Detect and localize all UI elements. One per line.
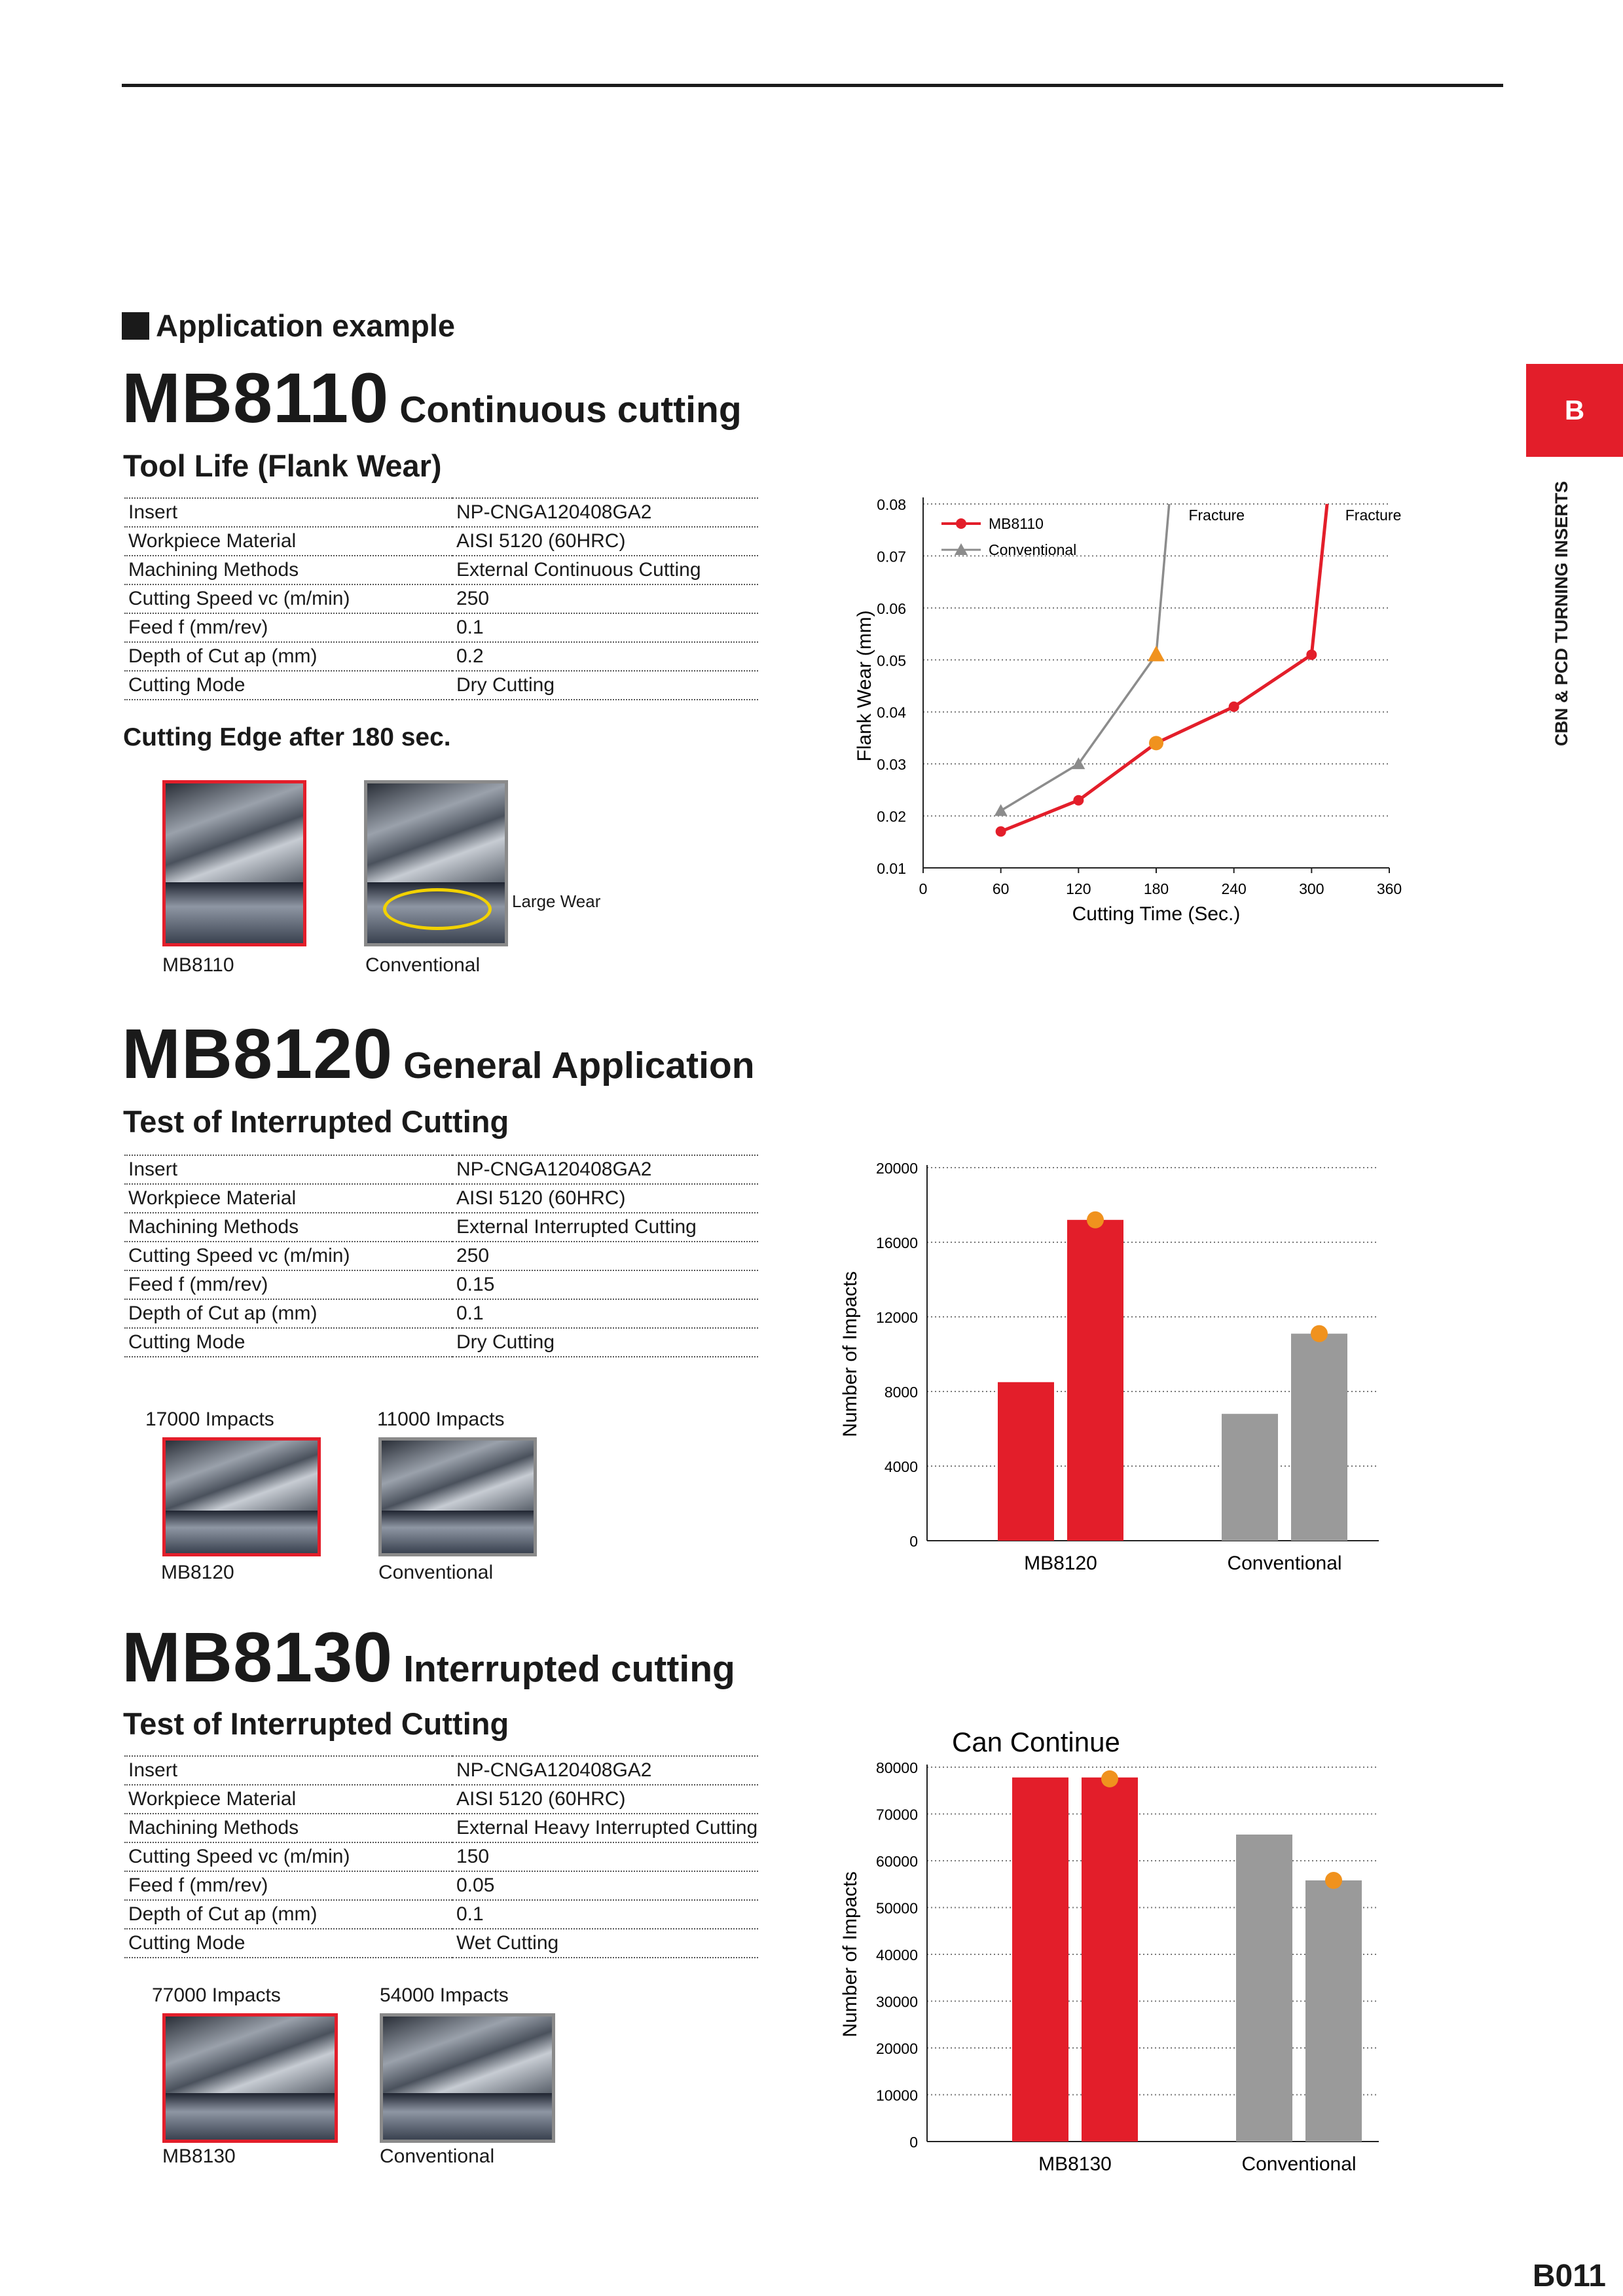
model-heading-mb8130 [122, 1617, 735, 1696]
y-tick-label: 60000 [876, 1853, 918, 1870]
x-tick-label: 60 [992, 880, 1010, 897]
data-point [994, 804, 1008, 816]
test-title: Test of Interrupted Cutting [123, 1706, 509, 1741]
bar [1305, 1880, 1362, 2142]
spec-value: Wet Cutting [452, 1929, 758, 1958]
model-name: MB8120 [122, 1014, 393, 1093]
application-example-heading [122, 308, 455, 344]
table-row [124, 1900, 758, 1929]
model-subtitle: General Application [403, 1045, 755, 1086]
y-tick-label: 0.06 [877, 600, 906, 617]
y-axis-label: Flank Wear (mm) [854, 610, 875, 762]
spec-key: Cutting Mode [124, 1328, 452, 1357]
spec-key: Feed f (mm/rev) [124, 613, 452, 642]
x-tick-label: 300 [1299, 880, 1324, 897]
photo-label-conventional: Conventional [365, 954, 481, 976]
photo-label-mb8120: MB8120 [161, 1562, 234, 1583]
table-row [124, 613, 758, 642]
x-tick-label: 0 [919, 880, 928, 897]
test-title: Test of Interrupted Cutting [123, 1104, 509, 1139]
y-axis-label: Number of Impacts [839, 1871, 861, 2037]
x-tick-label: 360 [1376, 880, 1402, 897]
legend-label: Conventional [989, 541, 1077, 558]
y-tick-label: 20000 [876, 1160, 918, 1177]
table-row [124, 1785, 758, 1814]
impact-label-conventional: 11000 Impacts [377, 1408, 505, 1430]
spec-value: 0.05 [452, 1871, 758, 1900]
spec-key: Feed f (mm/rev) [124, 1270, 452, 1299]
spec-value: NP-CNGA120408GA2 [452, 498, 758, 527]
table-row [124, 642, 758, 671]
legend-marker [956, 518, 966, 529]
spec-key: Workpiece Material [124, 1184, 452, 1213]
spec-table-mb8130 [124, 1755, 758, 1958]
table-row [124, 498, 758, 527]
y-tick-label: 10000 [876, 2087, 918, 2104]
table-row [124, 1299, 758, 1328]
data-point [996, 826, 1006, 836]
flank-wear-line-chart [851, 484, 1427, 956]
impact-label-mb8130: 77000 Impacts [152, 1984, 281, 2006]
photo-label-mb8130: MB8130 [162, 2145, 236, 2167]
x-tick-label: 120 [1066, 880, 1091, 897]
photo-caption-title: Cutting Edge after 180 sec. [123, 723, 451, 751]
photo-label-mb8110: MB8110 [162, 954, 234, 976]
spec-key: Feed f (mm/rev) [124, 1871, 452, 1900]
y-tick-label: 80000 [876, 1759, 918, 1776]
legend-label: MB8110 [989, 515, 1044, 532]
spec-key: Insert [124, 1155, 452, 1184]
highlight-marker [1149, 736, 1163, 750]
spec-value: 0.1 [452, 613, 758, 642]
impacts-bar-chart-mb8120 [838, 1152, 1414, 1584]
model-heading-mb8120 [122, 1014, 755, 1093]
fracture-annotation: Fracture [1188, 506, 1245, 524]
data-point [1229, 702, 1239, 712]
impact-label-conventional: 54000 Impacts [380, 1984, 509, 2006]
table-row [124, 1814, 758, 1842]
x-category-label: Conventional [1241, 2153, 1357, 2175]
y-tick-label: 0.01 [877, 860, 906, 877]
model-name: MB8110 [122, 358, 390, 437]
y-tick-label: 50000 [876, 1899, 918, 1917]
bar [1222, 1414, 1278, 1541]
y-tick-label: 0.05 [877, 652, 906, 670]
spec-value: 0.15 [452, 1270, 758, 1299]
y-tick-label: 0.08 [877, 496, 906, 513]
result-marker [1311, 1325, 1328, 1342]
y-tick-label: 0.03 [877, 756, 906, 774]
spec-key: Depth of Cut ap (mm) [124, 1900, 452, 1929]
model-subtitle: Interrupted cutting [403, 1648, 735, 1690]
cutting-edge-photo-conventional [364, 780, 508, 946]
spec-value: 150 [452, 1842, 758, 1871]
spec-key: Machining Methods [124, 1213, 452, 1242]
insert-photo-conventional [378, 1437, 537, 1556]
y-tick-label: 40000 [876, 1946, 918, 1964]
table-row [124, 1270, 758, 1299]
model-name: MB8130 [122, 1617, 393, 1696]
table-row [124, 671, 758, 700]
data-point [1306, 649, 1317, 660]
table-row [124, 584, 758, 613]
spec-value: 250 [452, 1242, 758, 1270]
table-row [124, 1871, 758, 1900]
spec-table-mb8110 [124, 497, 758, 700]
table-row [124, 1842, 758, 1871]
spec-key: Cutting Speed vc (m/min) [124, 1842, 452, 1871]
spec-value: 0.2 [452, 642, 758, 671]
x-tick-label: 240 [1221, 880, 1247, 897]
spec-key: Cutting Speed vc (m/min) [124, 1242, 452, 1270]
page-number: B011 [1532, 2259, 1606, 2293]
table-row [124, 1184, 758, 1213]
bar [998, 1382, 1054, 1541]
x-axis-label: Cutting Time (Sec.) [1072, 903, 1241, 925]
y-tick-label: 20000 [876, 2040, 918, 2057]
fracture-annotation: Fracture [1345, 506, 1402, 524]
large-wear-note: Large Wear [512, 891, 601, 911]
x-category-label: Conventional [1227, 1552, 1342, 1574]
photo-label-conventional: Conventional [380, 2145, 495, 2167]
y-tick-label: 0.02 [877, 808, 906, 825]
photo-label-conventional: Conventional [378, 1562, 494, 1583]
table-row [124, 1213, 758, 1242]
spec-value: AISI 5120 (60HRC) [452, 527, 758, 556]
spec-value: 250 [452, 584, 758, 613]
can-continue-annotation: Can Continue [952, 1728, 1120, 1757]
table-row [124, 1929, 758, 1958]
spec-value: External Heavy Interrupted Cutting [452, 1814, 758, 1842]
bar [1082, 1778, 1138, 2142]
model-heading-mb8110 [122, 358, 742, 437]
model-subtitle: Continuous cutting [399, 389, 742, 431]
insert-photo-mb8120 [162, 1437, 321, 1556]
table-row [124, 1242, 758, 1270]
cutting-edge-photo-mb8110 [162, 780, 306, 946]
y-tick-label: 16000 [876, 1234, 918, 1251]
result-marker [1101, 1770, 1118, 1787]
bar [1236, 1835, 1292, 2142]
y-tick-label: 12000 [876, 1309, 918, 1326]
x-category-label: MB8120 [1024, 1552, 1097, 1574]
insert-photo-mb8130 [162, 2013, 338, 2143]
y-tick-label: 0 [909, 1533, 918, 1550]
highlight-marker [1148, 645, 1165, 661]
spec-value: AISI 5120 (60HRC) [452, 1184, 758, 1213]
y-tick-label: 30000 [876, 1993, 918, 2011]
y-tick-label: 0.07 [877, 548, 906, 565]
y-tick-label: 8000 [884, 1384, 918, 1401]
spec-key: Workpiece Material [124, 1785, 452, 1814]
section-tab: B [1526, 364, 1623, 457]
spec-key: Depth of Cut ap (mm) [124, 642, 452, 671]
spec-value: External Continuous Cutting [452, 556, 758, 584]
spec-value: NP-CNGA120408GA2 [452, 1155, 758, 1184]
table-row [124, 527, 758, 556]
table-row [124, 1756, 758, 1785]
y-tick-label: 70000 [876, 1806, 918, 1823]
insert-photo-conventional [380, 2013, 555, 2143]
section-label: CBN & PCD TURNING INSERTS [1552, 480, 1571, 746]
test-title: Tool Life (Flank Wear) [123, 448, 442, 483]
spec-value: AISI 5120 (60HRC) [452, 1785, 758, 1814]
bar [1067, 1220, 1123, 1541]
spec-value: 0.1 [452, 1900, 758, 1929]
table-row [124, 1155, 758, 1184]
spec-key: Insert [124, 498, 452, 527]
x-category-label: MB8130 [1038, 2153, 1112, 2175]
table-row [124, 556, 758, 584]
spec-key: Depth of Cut ap (mm) [124, 1299, 452, 1328]
spec-value: 0.1 [452, 1299, 758, 1328]
spec-value: External Interrupted Cutting [452, 1213, 758, 1242]
table-row [124, 1328, 758, 1357]
spec-key: Insert [124, 1756, 452, 1785]
wear-highlight-ellipse [383, 888, 492, 930]
bar [1291, 1334, 1347, 1541]
y-axis-label: Number of Impacts [839, 1271, 861, 1437]
y-tick-label: 0 [909, 2134, 918, 2151]
y-tick-label: 0.04 [877, 704, 906, 721]
impact-label-mb8120: 17000 Impacts [145, 1408, 274, 1430]
result-marker [1325, 1872, 1342, 1889]
data-point [1073, 795, 1084, 806]
spec-value: Dry Cutting [452, 1328, 758, 1357]
spec-value: NP-CNGA120408GA2 [452, 1756, 758, 1785]
impacts-bar-chart-mb8130 [838, 1728, 1414, 2179]
spec-key: Cutting Mode [124, 1929, 452, 1958]
application-example-text: Application example [156, 308, 456, 343]
spec-key: Cutting Speed vc (m/min) [124, 584, 452, 613]
bar [1012, 1778, 1068, 2142]
spec-value: Dry Cutting [452, 671, 758, 700]
y-tick-label: 4000 [884, 1458, 918, 1475]
spec-table-mb8120 [124, 1155, 758, 1357]
spec-key: Workpiece Material [124, 527, 452, 556]
spec-key: Cutting Mode [124, 671, 452, 700]
square-bullet-icon [122, 312, 149, 340]
top-rule [122, 84, 1503, 87]
spec-key: Machining Methods [124, 1814, 452, 1842]
x-tick-label: 180 [1143, 880, 1169, 897]
spec-key: Machining Methods [124, 556, 452, 584]
result-marker [1087, 1211, 1104, 1229]
